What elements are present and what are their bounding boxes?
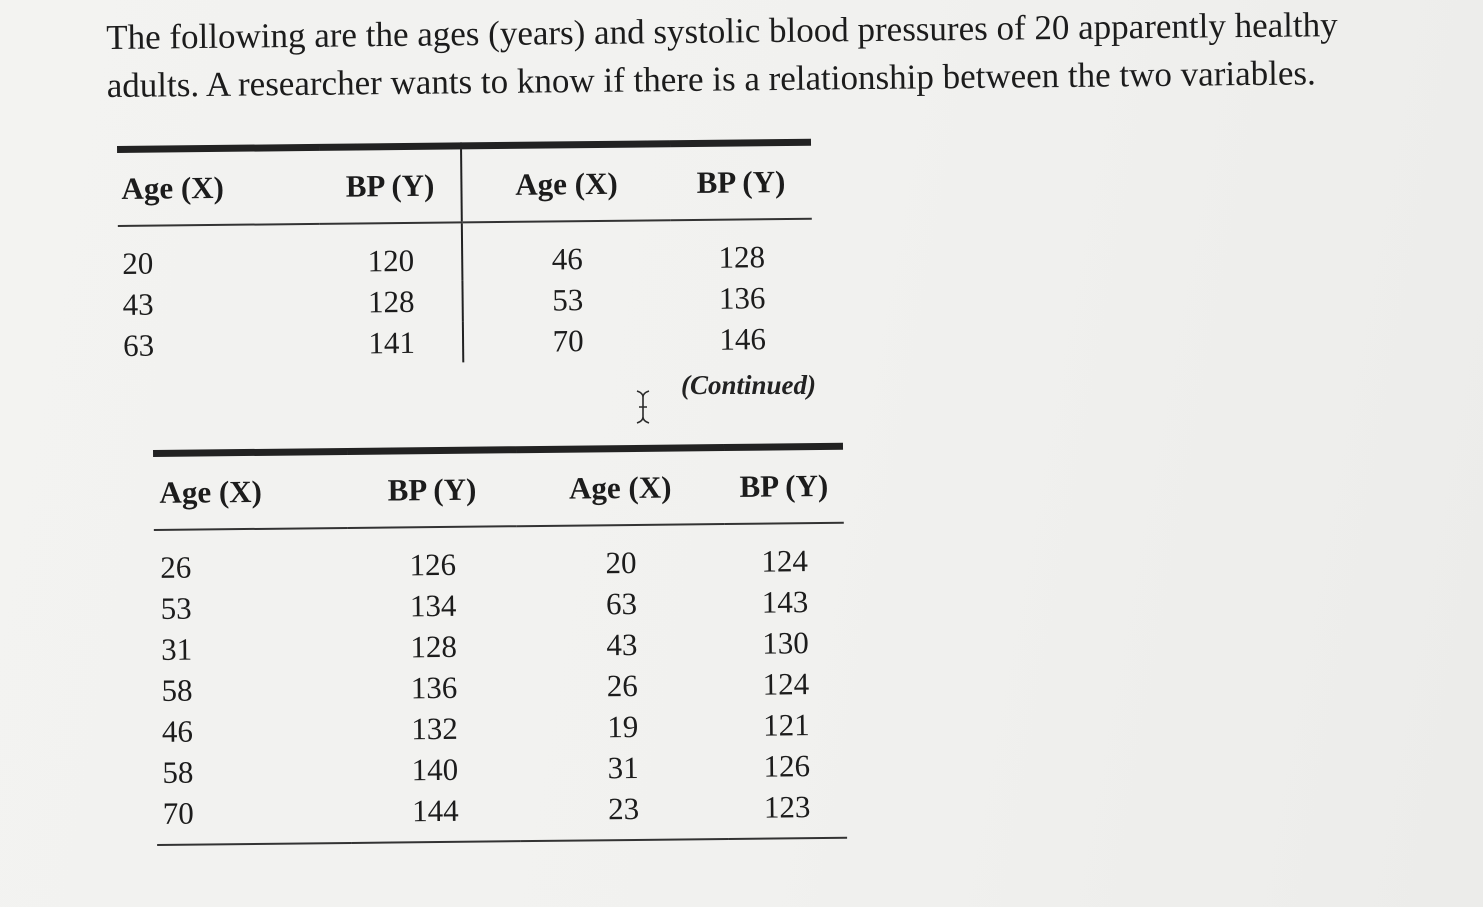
cell-bp: 130: [762, 624, 809, 661]
cell-age: 53: [160, 590, 192, 626]
cell-bp: 143: [761, 583, 809, 620]
cell-age: 43: [122, 286, 154, 322]
cell-age: 20: [122, 245, 154, 281]
cell-age: 63: [605, 585, 638, 621]
cell-age: 43: [606, 626, 638, 662]
cell-bp: 144: [351, 789, 520, 843]
column-header-bp: BP (Y): [347, 450, 516, 528]
cell-bp: 141: [368, 324, 416, 360]
table-row: [155, 663, 845, 711]
cell-age: 31: [160, 631, 193, 667]
cell-age: 53: [462, 278, 671, 321]
cell-age: 58: [162, 754, 194, 790]
cell-bp: 136: [718, 279, 766, 316]
table-header-row: [153, 446, 844, 530]
cell-bp: 128: [718, 238, 766, 275]
cell-age: 46: [161, 713, 194, 749]
age-bp-table-part-2: [153, 443, 847, 846]
table-row: [156, 745, 846, 793]
table-row: [118, 219, 813, 284]
problem-statement: The following are the ages (years) and systolic blood pressures of 20 apparently healthy adults. A researcher wants to know if there is a relationship between the two variables.: [106, 5, 1338, 105]
column-header-bp: BP (Y): [724, 446, 844, 524]
cell-age: 20: [605, 544, 637, 580]
age-bp-table-part-1: [117, 139, 813, 366]
table-row: [118, 277, 812, 325]
table-row: [154, 581, 844, 629]
cell-age: 63: [122, 327, 155, 363]
table-row: [155, 622, 845, 670]
table-row: [154, 523, 845, 588]
text-cursor-icon: [634, 389, 652, 425]
column-header-age: Age (X): [461, 144, 671, 223]
cell-bp: 124: [761, 542, 809, 579]
cell-bp: 120: [367, 242, 415, 278]
cell-bp: 126: [763, 747, 811, 784]
cell-bp: 128: [367, 283, 415, 319]
table-header-row: [117, 142, 812, 226]
cell-bp: 132: [411, 710, 458, 746]
cell-age: 19: [607, 708, 639, 744]
cell-bp: 124: [762, 665, 810, 702]
cell-age: 23: [519, 787, 728, 841]
table-row: [157, 786, 848, 845]
cell-bp: 121: [762, 706, 810, 743]
cell-age: 26: [606, 667, 638, 703]
column-header-age: Age (X): [153, 451, 348, 530]
table-row: [119, 318, 813, 366]
continued-label: (Continued): [681, 370, 817, 400]
cell-bp: 128: [410, 628, 458, 664]
column-header-bp: BP (Y): [319, 146, 462, 224]
cell-age: 31: [607, 749, 639, 785]
column-header-age: Age (X): [516, 448, 725, 527]
cell-bp: 136: [410, 669, 458, 705]
cell-age: 26: [160, 549, 192, 585]
cell-age: 70: [157, 791, 352, 845]
cell-age: 46: [462, 220, 672, 280]
cell-age: 70: [463, 319, 672, 362]
cell-bp: 146: [719, 320, 767, 357]
cell-bp: 134: [409, 587, 457, 623]
cell-age: 58: [161, 672, 193, 708]
cell-bp: 126: [409, 546, 457, 582]
column-header-bp: BP (Y): [670, 142, 812, 220]
cell-bp: 123: [727, 786, 847, 839]
table-row: [156, 704, 846, 752]
column-header-age: Age (X): [117, 147, 320, 226]
cell-bp: 140: [411, 751, 459, 787]
